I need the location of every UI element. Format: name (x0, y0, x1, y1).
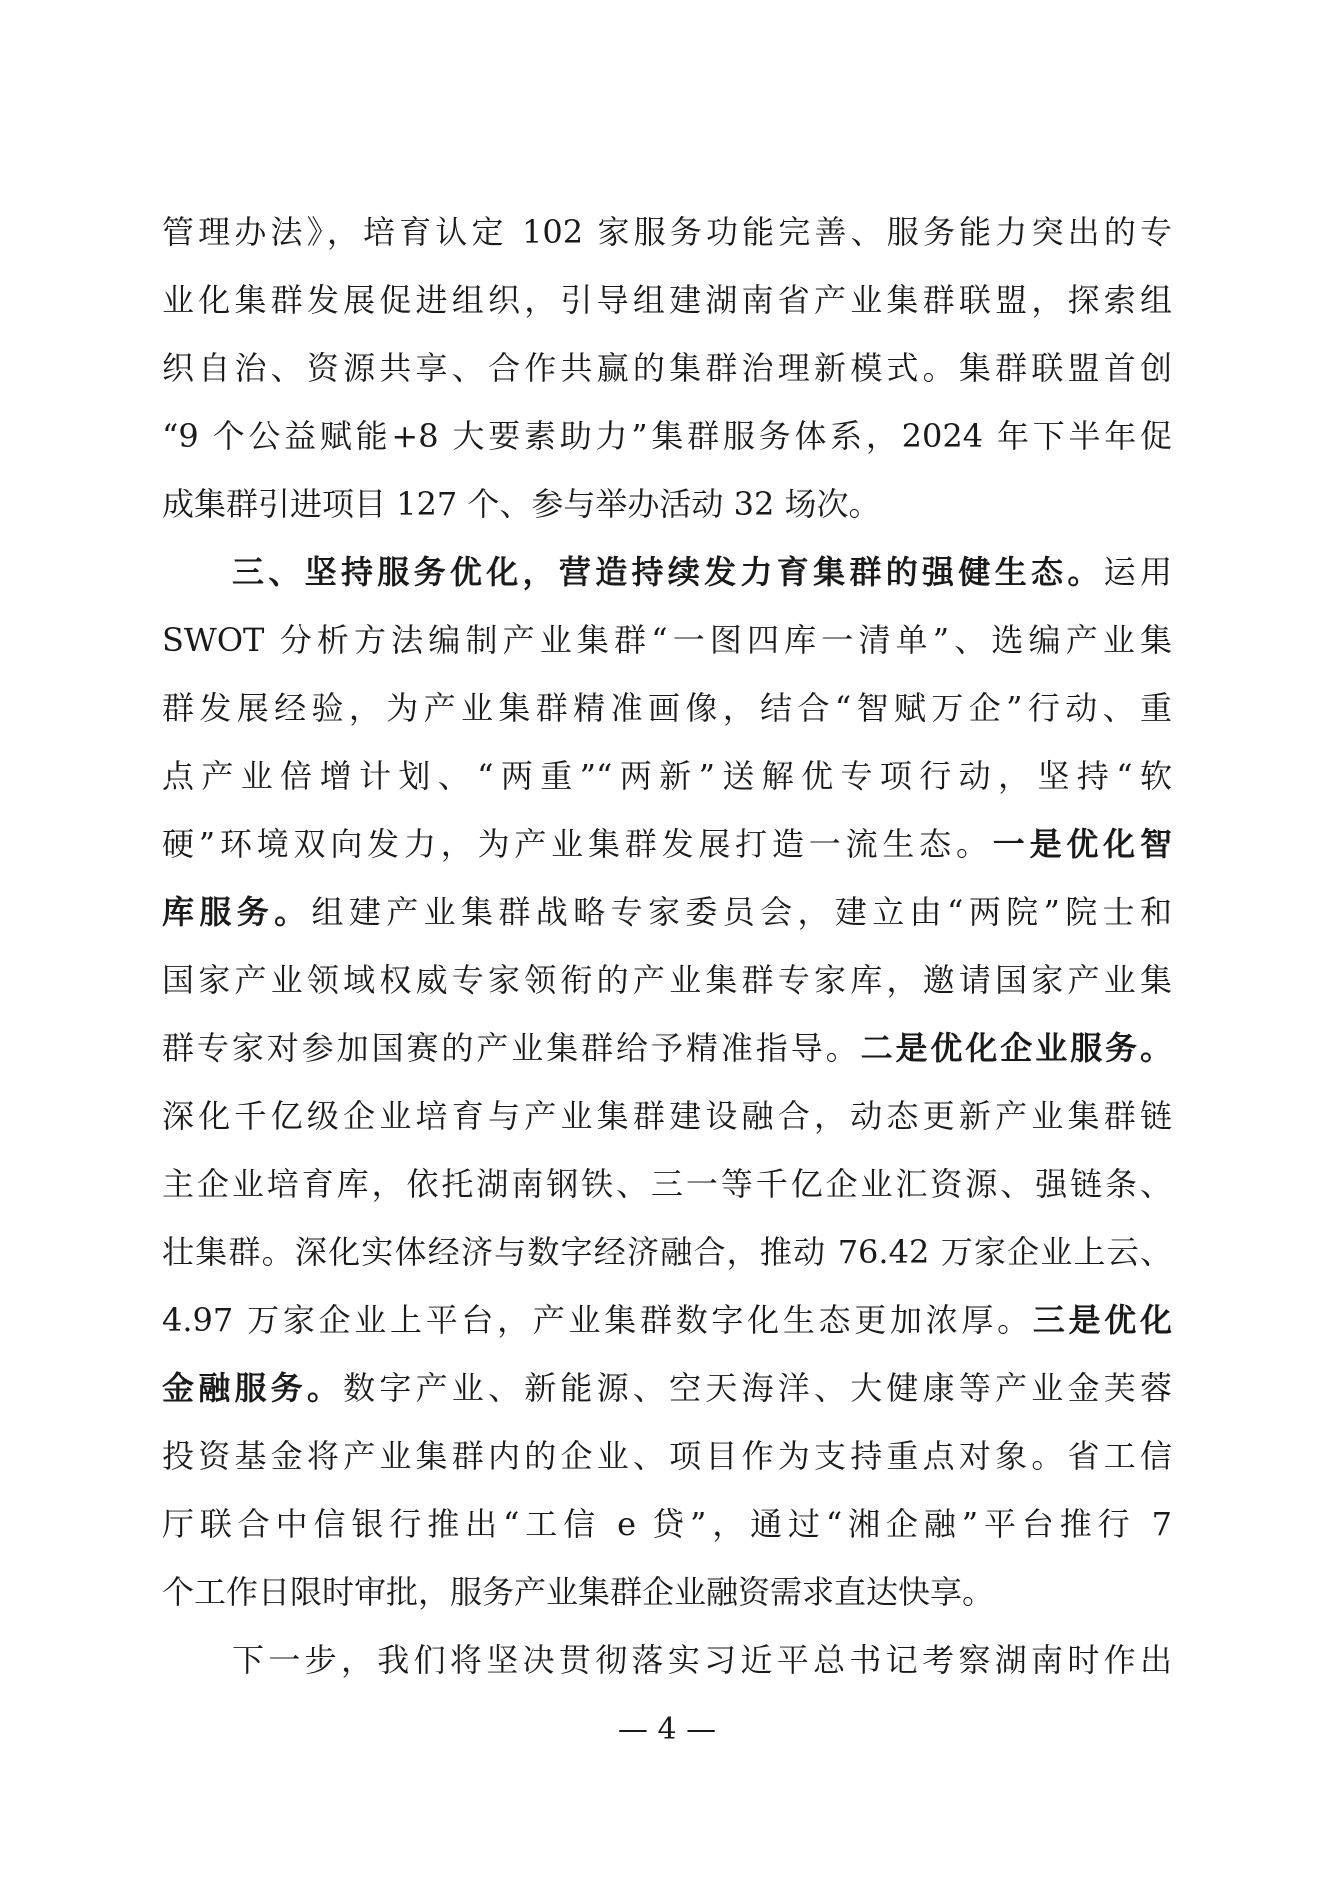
text-line-22: 下一步，我们将坚决贯彻落实习近平总书记考察湖南时作出 (232, 1641, 1172, 1679)
text-line-10: 硬”环境双向发力，为产业集群发展打造一流生态。一是优化智 (162, 825, 1172, 863)
text-line-13: 群专家对参加国赛的产业集群给予精准指导。二是优化企业服务。 (162, 1029, 1172, 1067)
text-line-5: 成集群引进项目 127 个、参与举办活动 32 场次。 (162, 485, 881, 523)
text-line-11: 库服务。组建产业集群战略专家委员会，建立由“两院”院士和 (162, 893, 1172, 931)
text-line-18: 金融服务。数字产业、新能源、空天海洋、大健康等产业金芙蓉 (162, 1369, 1172, 1407)
text-line-19: 投资基金将产业集群内的企业、项目作为支持重点对象。省工信 (162, 1437, 1172, 1475)
text-line-17: 4.97 万家企业上平台，产业集群数字化生态更加浓厚。三是优化 (162, 1301, 1172, 1339)
text-line-16: 壮集群。深化实体经济与数字经济融合，推动 76.42 万家企业上云、 (162, 1233, 1172, 1271)
text-line-4: “9 个公益赋能+8 大要素助力”集群服务体系，2024 年下半年促 (162, 417, 1172, 455)
text-line-21: 个工作日限时审批，服务产业集群企业融资需求直达快享。 (162, 1573, 995, 1611)
text-line-12: 国家产业领域权威专家领衔的产业集群专家库，邀请国家产业集 (162, 961, 1172, 999)
page-number: — 4 — (617, 1712, 717, 1747)
text-line-15: 主企业培育库，依托湖南钢铁、三一等千亿企业汇资源、强链条、 (162, 1165, 1172, 1203)
text-line-3: 织自治、资源共享、合作共赢的集群治理新模式。集群联盟首创 (162, 349, 1172, 387)
text-line-8: 群发展经验，为产业集群精准画像，结合“智赋万企”行动、重 (162, 689, 1172, 727)
text-line-9: 点产业倍增计划、“两重”“两新”送解优专项行动，坚持“软 (162, 757, 1172, 795)
text-line-20: 厅联合中信银行推出“工信 e 贷”，通过“湘企融”平台推行 7 (162, 1505, 1172, 1543)
text-line-1: 管理办法》，培育认定 102 家服务功能完善、服务能力突出的专 (162, 213, 1172, 251)
text-line-7: SWOT 分析方法编制产业集群“一图四库一清单”、选编产业集 (162, 621, 1172, 659)
section-heading-line: 三、坚持服务优化，营造持续发力育集群的强健生态。运用 (232, 553, 1172, 591)
text-line-2: 业化集群发展促进组织，引导组建湖南省产业集群联盟，探索组 (162, 281, 1172, 319)
text-line-14: 深化千亿级企业培育与产业集群建设融合，动态更新产业集群链 (162, 1097, 1172, 1135)
section-heading: 三、坚持服务优化，营造持续发力育集群的强健生态。 (232, 553, 1104, 591)
